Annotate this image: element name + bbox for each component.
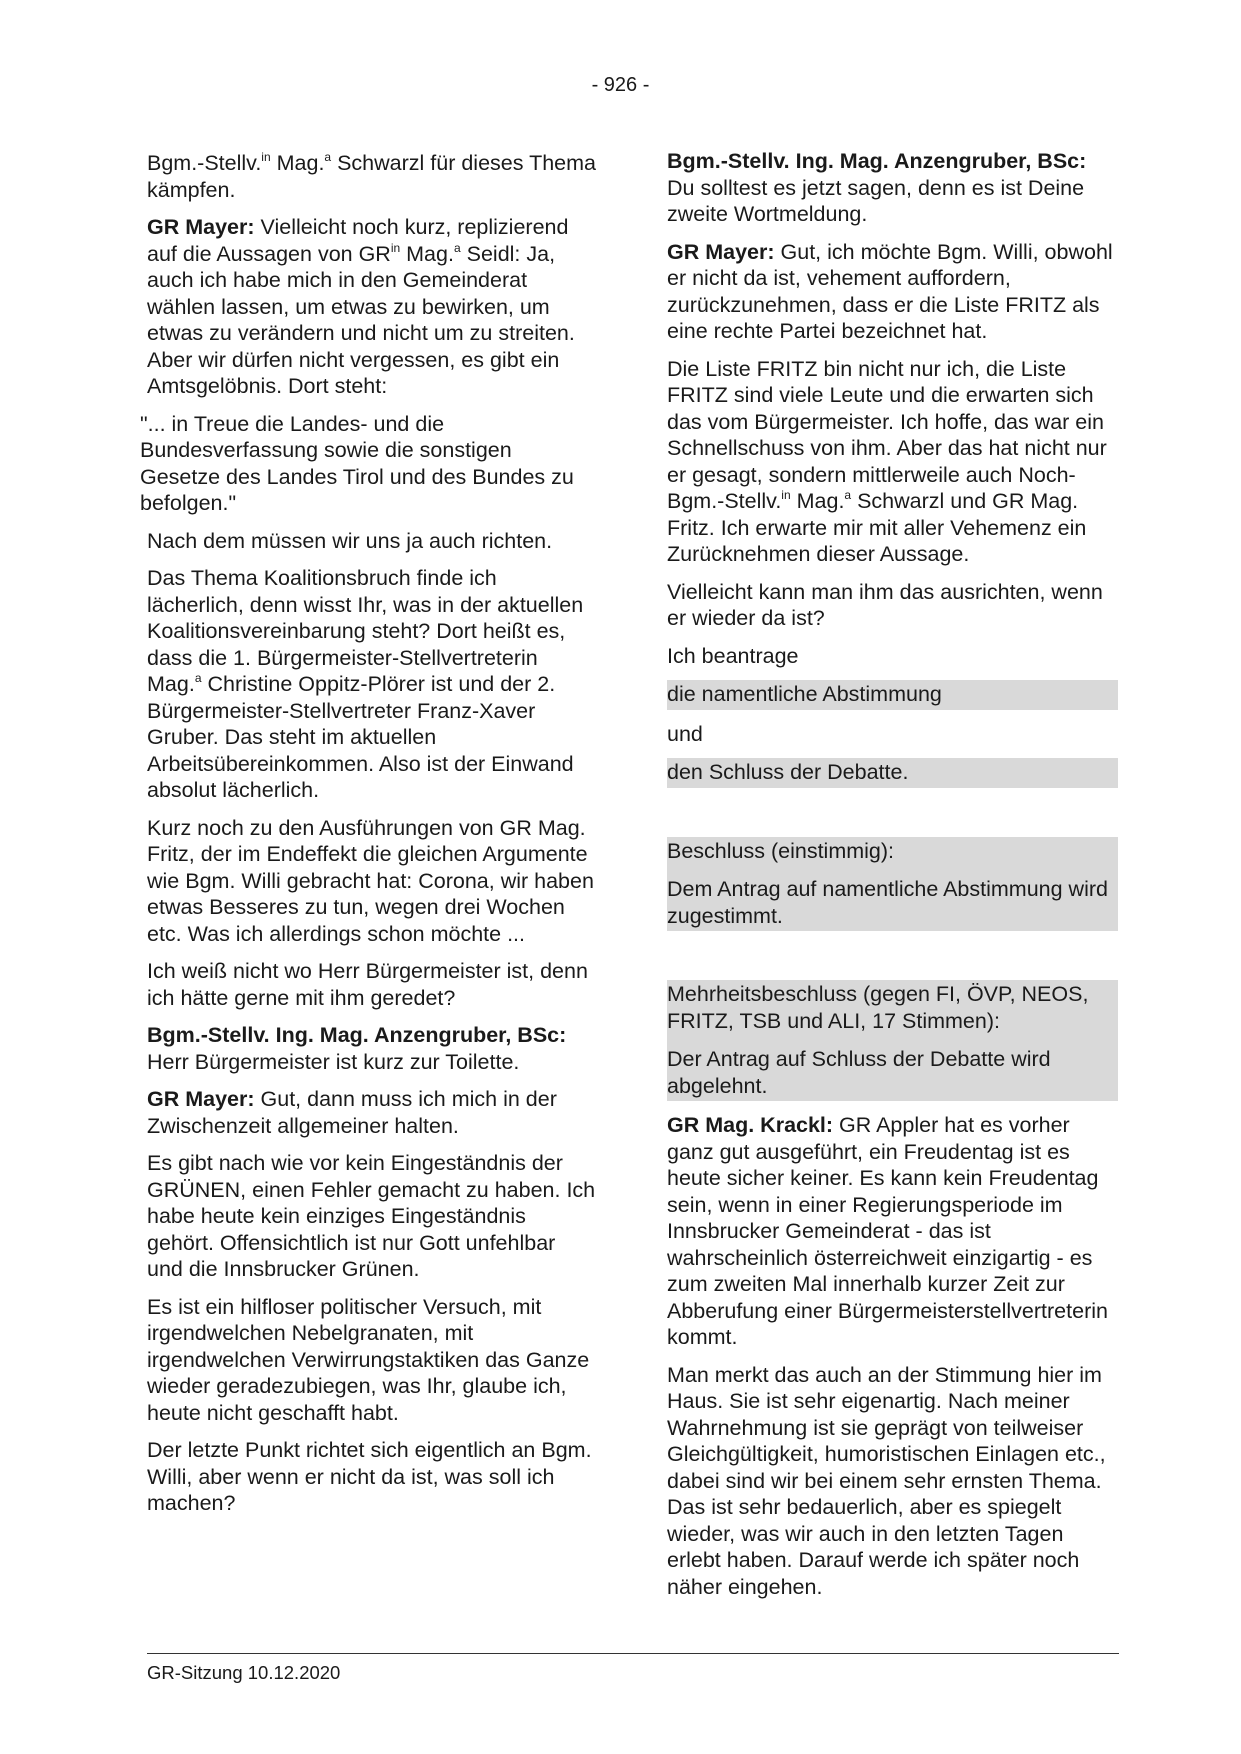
- decision-text: Der Antrag auf Schluss der Debatte wird abgelehnt.: [667, 1047, 1051, 1098]
- speech-mayer: GR Mayer: Gut, ich möchte Bgm. Willi, obwohl er nicht da ist, vehement auffordern, zurückzunehmen, dass er die Liste FRITZ als eine rechte Partei bezeichnet hat.: [667, 239, 1113, 343]
- speaker-name: Bgm.-Stellv. Ing. Mag. Anzengruber, BSc:: [147, 1023, 567, 1047]
- speaker-name: Bgm.-Stellv. Ing. Mag. Anzengruber, BSc:: [667, 149, 1087, 173]
- speech-mayer: GR Mayer: Vielleicht noch kurz, replizierend auf die Aussagen von $GR^{in}$ Mag.$^a$ Seidl: Ja, auch ich habe mich in den Gemeinderat wählen lassen, um etwas zu bewirken, um etwas zu verändern und nicht um zu streiten. Aber wir dürfen nicht vergessen, es gibt ein Amtsgelöbnis. Dort steht:: [147, 215, 575, 398]
- motion-roll-call: die namentliche Abstimmung: [667, 680, 1118, 710]
- paragraph: Bgm.-Stellv.$^{in}$ Mag.$^a$ Schwarzl für dieses Thema kämpfen.: [147, 150, 596, 202]
- speaker-name: GR Mag. Krackl:: [667, 1113, 834, 1137]
- left-column: [140, 150, 597, 1528]
- paragraph: Ich beantrage: [667, 643, 799, 668]
- motion-close-debate: den Schluss der Debatte.: [667, 758, 1118, 788]
- footer-session-date: GR-Sitzung 10.12.2020: [147, 1662, 341, 1683]
- speaker-name: GR Mayer:: [667, 239, 775, 264]
- decision-title: Mehrheitsbeschluss (gegen FI, ÖVP, NEOS, FRITZ, TSB und ALI, 17 Stimmen):: [667, 982, 1089, 1033]
- speech-anzengruber: Bgm.-Stellv. Ing. Mag. Anzengruber, BSc: Du solltest es jetzt sagen, denn es ist Deine zweite Wortmeldung.: [667, 149, 1087, 226]
- decision-title: Beschluss (einstimmig):: [667, 838, 894, 863]
- footer-divider: [147, 1653, 1119, 1654]
- decision-text: Dem Antrag auf namentliche Abstimmung wird zugestimmt.: [667, 877, 1108, 928]
- paragraph: Man merkt das auch an der Stimmung hier im Haus. Sie ist sehr eigenartig. Nach meiner Wahrnehmung ist sie geprägt von teilweiser Gleichgültigkeit, humoristischen Einlagen etc., dabei sind wir bei einem sehr ernsten Thema. Das ist sehr bedauerlich, aber es spiegelt wieder, was wir auch in den letzten Tagen erlebt haben. Darauf werde ich später noch näher eingehen.: [667, 1362, 1106, 1599]
- paragraph: Das Thema Koalitionsbruch finde ich lächerlich, denn wisst Ihr, was in der aktuellen Koalitionsvereinbarung steht? Dort heißt es, dass die 1. Bürgermeister-Stellvertreterin Mag.$^a$ Christine Oppitz-Plörer ist und der 2. Bürgermeister-Stellvertreter Franz-Xaver Gruber. Das steht im aktuellen Arbeitsübereinkommen. Also ist der Einwand absolut lächerlich.: [147, 566, 584, 802]
- page-number: - 926 -: [591, 74, 650, 96]
- speech-mayer: GR Mayer: Gut, dann muss ich mich in der Zwischenzeit allgemeiner halten.: [147, 1087, 557, 1138]
- paragraph: und: [667, 721, 703, 746]
- speaker-name: GR Mayer:: [147, 1087, 255, 1111]
- right-column: [667, 148, 1118, 1611]
- paragraph: Vielleicht kann man ihm das ausrichten, wenn er wieder da ist?: [667, 579, 1103, 630]
- paragraph: Ich weiß nicht wo Herr Bürgermeister ist, denn ich hätte gerne mit ihm geredet?: [147, 959, 588, 1010]
- paragraph: Die Liste FRITZ bin nicht nur ich, die Liste FRITZ sind viele Leute und die erwarten sich das vom Bürgermeister. Ich hoffe, das war ein Schnellschuss von ihm. Aber das hat nicht nur er gesagt, sondern mittlerweile auch Noch-Bgm.-Stellv.$^{in}$ Mag.$^a$ Schwarzl und GR Mag. Fritz. Ich erwarte mir mit aller Vehemenz ein Zurücknehmen dieser Aussage.: [667, 356, 1107, 566]
- quote: "... in Treue die Landes- und die Bundesverfassung sowie die sonstigen Gesetze des Landes Tirol und des Bundes zu befolgen.": [140, 411, 574, 515]
- paragraph: Der letzte Punkt richtet sich eigentlich an Bgm. Willi, aber wenn er nicht da ist, was soll ich machen?: [147, 1438, 592, 1515]
- paragraph: Nach dem müssen wir uns ja auch richten.: [147, 528, 553, 553]
- paragraph: Es gibt nach wie vor kein Eingeständnis der GRÜNEN, einen Fehler gemacht zu haben. Ich habe heute kein einziges Eingeständnis gehört. Offensichtlich ist nur Gott unfehlbar und die Innsbrucker Grünen.: [147, 1151, 596, 1281]
- decision-box-majority: [667, 980, 1118, 1101]
- speaker-name: GR Mayer:: [147, 215, 255, 239]
- paragraph: Es ist ein hilfloser politischer Versuch, mit irgendwelchen Nebelgranaten, mit irgendwelchen Verwirrungstaktiken das Ganze wieder geradezubiegen, was Ihr, glaube ich, heute nicht geschafft habt.: [147, 1294, 590, 1425]
- paragraph: Kurz noch zu den Ausführungen von GR Mag. Fritz, der im Endeffekt die gleichen Argumente wie Bgm. Willi gebracht hat: Corona, wir haben etwas Besseres zu tun, wegen drei Wochen etc. Was ich allerdings schon möchte ...: [147, 815, 594, 946]
- speech-krackl: GR Mag. Krackl: GR Appler hat es vorher ganz gut ausgeführt, ein Freudentag ist es heute sicher keiner. Es kann kein Freudentag sein, wenn in einer Regierungsperiode im Innsbrucker Gemeinderat - das ist wahrscheinlich österreichweit einzigartig - es zum zweiten Mal innerhalb kurzer Zeit zur Abberufung einer Bürgermeisterstellvertreterin kommt.: [667, 1113, 1108, 1349]
- speech-anzengruber: Bgm.-Stellv. Ing. Mag. Anzengruber, BSc: Herr Bürgermeister ist kurz zur Toilette.: [147, 1023, 567, 1074]
- decision-box-unanimous: [667, 837, 1118, 932]
